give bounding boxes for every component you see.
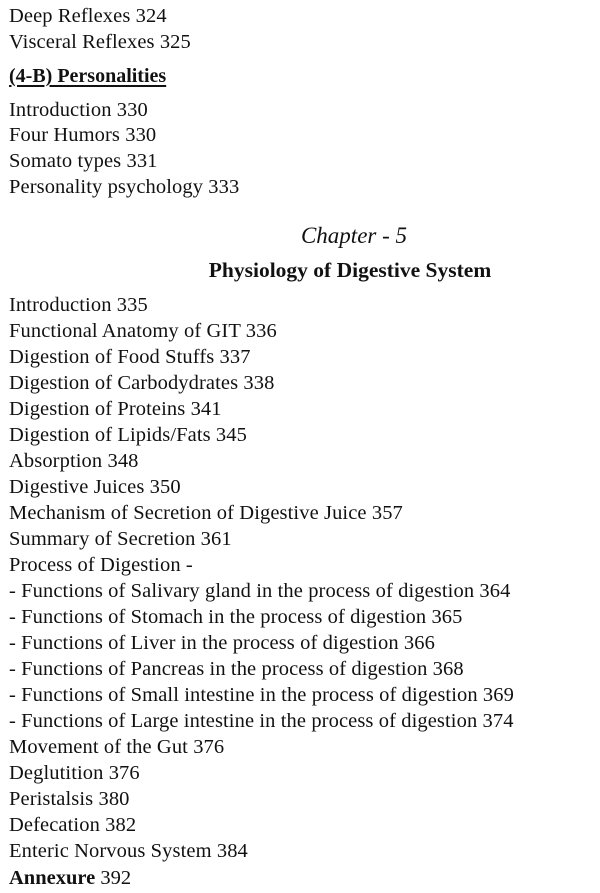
toc-entry: Defecation 382 — [9, 814, 137, 836]
toc-entry: Digestion of Carbodydrates 338 — [9, 372, 275, 394]
toc-subentry: - Functions of Pancreas in the process of digestion 368 — [9, 658, 464, 680]
annexure-entry — [9, 865, 131, 891]
toc-subentry: - Functions of Stomach in the process of digestion 365 — [9, 606, 463, 628]
toc-entry: Process of Digestion - — [9, 554, 193, 576]
annexure-label: Annexure — [9, 867, 96, 889]
toc-entry: Introduction 335 — [9, 294, 148, 316]
toc-entry: Personality psychology 333 — [9, 176, 240, 198]
toc-entry: Absorption 348 — [9, 450, 139, 472]
toc-entry: Movement of the Gut 376 — [9, 736, 225, 758]
toc-entry: Four Humors 330 — [9, 124, 157, 146]
toc-entry: Peristalsis 380 — [9, 788, 130, 810]
toc-entry: Digestion of Proteins 341 — [9, 398, 222, 420]
toc-entry: Somato types 331 — [9, 150, 158, 172]
toc-entry: Digestion of Food Stuffs 337 — [9, 346, 251, 368]
annexure-page: 392 — [100, 867, 132, 889]
toc-entry: Functional Anatomy of GIT 336 — [9, 320, 277, 342]
toc-entry: Introduction 330 — [9, 99, 148, 121]
toc-subentry: - Functions of Liver in the process of digestion 366 — [9, 632, 435, 654]
toc-subentry: - Functions of Large intestine in the process of digestion 374 — [9, 710, 514, 732]
toc-entry: Summary of Secretion 361 — [9, 528, 232, 550]
section-heading-label: (4-B) Personalities — [9, 65, 167, 87]
section-heading-4b — [9, 63, 166, 89]
toc-entry: Deglutition 376 — [9, 762, 140, 784]
toc-entry: Digestion of Lipids/Fats 345 — [9, 424, 247, 446]
toc-entry: Visceral Reflexes 325 — [9, 31, 191, 53]
toc-entry: Digestive Juices 350 — [9, 476, 181, 498]
toc-subentry: - Functions of Salivary gland in the process of digestion 364 — [9, 580, 511, 602]
toc-subentry: - Functions of Small intestine in the process of digestion 369 — [9, 684, 514, 706]
toc-entry: Mechanism of Secretion of Digestive Juice 357 — [9, 502, 403, 524]
toc-entry: Enteric Norvous System 384 — [9, 840, 248, 862]
chapter-label: Chapter - 5 — [300, 223, 408, 248]
chapter-title: Physiology of Digestive System — [208, 258, 492, 282]
toc-entry: Deep Reflexes 324 — [9, 5, 167, 27]
